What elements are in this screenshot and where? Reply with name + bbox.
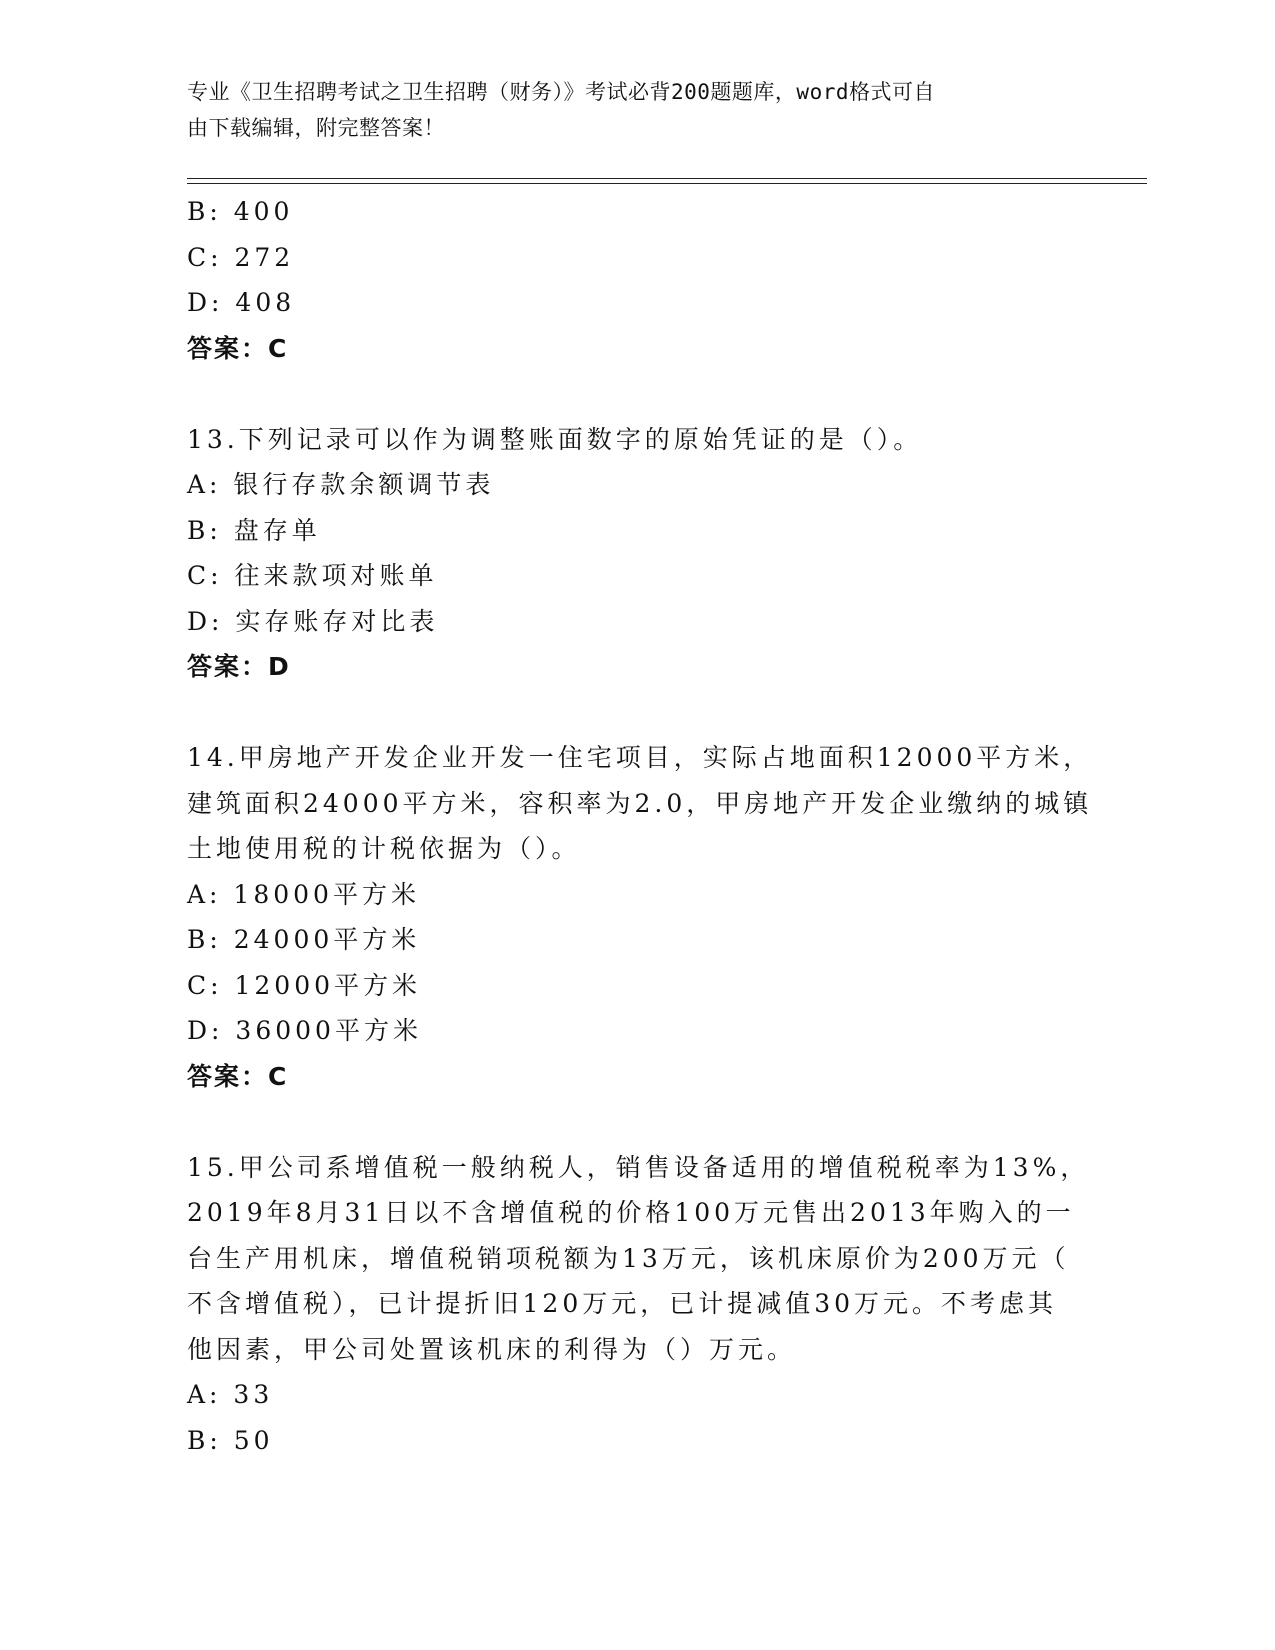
option-b: B: 50: [187, 1425, 274, 1455]
document-page: [187, 0, 1147, 1650]
option-d: D: 408: [187, 288, 296, 317]
header-line-2: 由下载编辑，附完整答案！: [187, 116, 445, 140]
question-stem-line-2: 2019年8月31日以不含增值税的价格100万元售出2013年购入的一: [187, 1198, 1075, 1227]
question-stem-line-3: 土地使用税的计税依据为（）。: [187, 834, 581, 863]
answer-label: 答案：C: [187, 333, 289, 363]
option-d: D: 实存账存对比表: [187, 606, 439, 636]
option-b: B: 400: [187, 197, 294, 226]
option-c: C: 往来款项对账单: [187, 561, 438, 590]
option-a: A: 33: [187, 1380, 274, 1409]
spacer: [187, 371, 1087, 417]
question-stem-line-2: 建筑面积24000平方米，容积率为2.0，甲房地产开发企业缴纳的城镇: [187, 788, 1093, 818]
question-14: [187, 735, 1093, 1099]
question-list: [187, 189, 1093, 1463]
header-divider-bottom: [187, 183, 1147, 184]
header-line-1: 专业《卫生招聘考试之卫生招聘（财务）》考试必背200题题库，word格式可自: [187, 80, 935, 104]
answer-label: 答案：D: [187, 652, 291, 681]
answer-label: 答案：C: [187, 1061, 289, 1091]
question-stem-line-1: 15.甲公司系增值税一般纳税人，销售设备适用的增值税税率为13%，: [187, 1152, 1090, 1182]
option-c: C: 272: [187, 242, 295, 272]
option-c: C: 12000平方米: [187, 970, 422, 1000]
document-header: [187, 74, 1067, 146]
question-stem: 13.下列记录可以作为调整账面数字的原始凭证的是（）。: [187, 424, 923, 454]
question-stem-line-4: 不含增值税），已计提折旧120万元，已计提减值30万元。不考虑其: [187, 1289, 1058, 1318]
question-stem-line-1: 14.甲房地产开发企业开发一住宅项目，实际占地面积12000平方米，: [187, 743, 1093, 772]
option-b: B: 24000平方米: [187, 925, 421, 954]
header-divider-top: [187, 178, 1147, 179]
question-12: [187, 189, 1087, 371]
spacer: [187, 1099, 1087, 1145]
question-13: [187, 417, 1087, 690]
option-b: B: 盘存单: [187, 515, 321, 545]
question-stem-line-3: 台生产用机床，增值税销项税额为13万元，该机床原价为200万元（: [187, 1243, 1070, 1273]
option-d: D: 36000平方米: [187, 1016, 422, 1045]
question-15: [187, 1145, 1090, 1464]
option-a: A: 18000平方米: [187, 879, 420, 909]
spacer: [187, 690, 1087, 736]
question-stem-line-5: 他因素，甲公司处置该机床的利得为（）万元。: [187, 1334, 797, 1364]
option-a: A: 银行存款余额调节表: [187, 470, 495, 499]
